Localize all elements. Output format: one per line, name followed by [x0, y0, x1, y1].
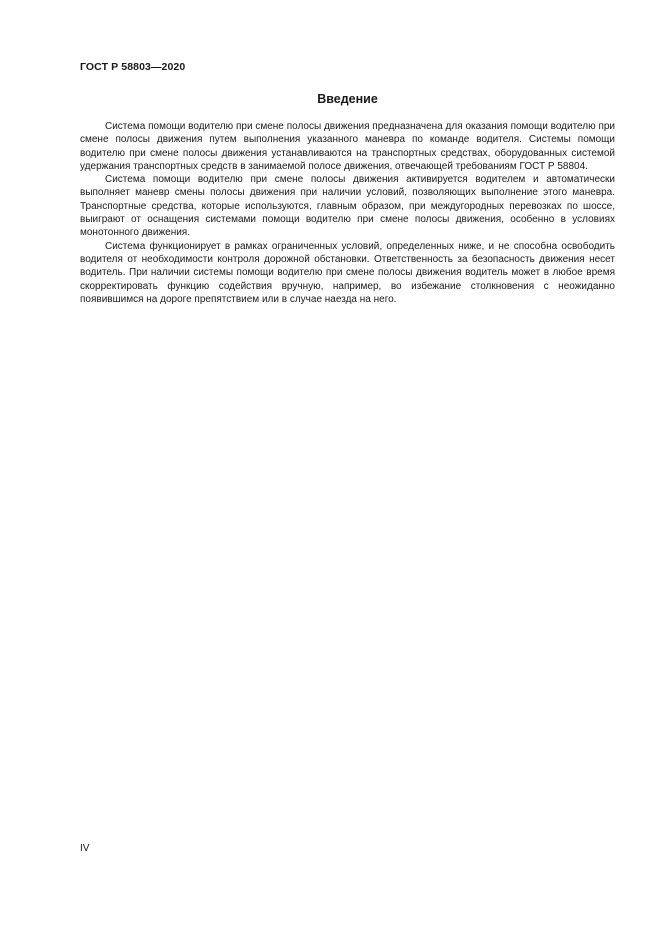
- paragraph: Система функционирует в рамках ограниченных условий, определенных ниже, и не способна освободить водителя от необходимости контроля дорожной обстановки. Ответственность за безопасность движения несет водитель. При наличии системы помощи водителю при смене полосы движения водитель может в любое время скорректировать функцию содействия вручную, например, во избежание столкновения с неожиданно появившимся на дороге препятствием или в случае наезда на него.: [80, 240, 615, 305]
- paragraph: Система помощи водителю при смене полосы движения активируется водителем и автоматически выполняет маневр смены полосы движения при наличии условий, позволяющих выполнение этого маневра. Транспортные средства, которые используются, главным образом, при междугородных перевозках по шоссе, выиграют от оснащения системами помощи водителю при смене полосы движения, особенно в условиях монотонного движения.: [80, 174, 615, 239]
- body-text: [80, 120, 615, 306]
- page-number: IV: [80, 843, 90, 854]
- paragraph: Система помощи водителю при смене полосы движения предназначена для оказания помощи водителю при смене полосы движения путем выполнения указанного маневра по команде водителя. Системы помощи водителю при смене полосы движения устанавливаются на транспортных средствах, оборудованных системой удержания транспортных средств в занимаемой полосе движения, отвечающей требованиям ГОСТ Р 58804.: [80, 121, 615, 172]
- section-title: Введение: [317, 92, 378, 106]
- document-id: ГОСТ Р 58803—2020: [80, 61, 186, 73]
